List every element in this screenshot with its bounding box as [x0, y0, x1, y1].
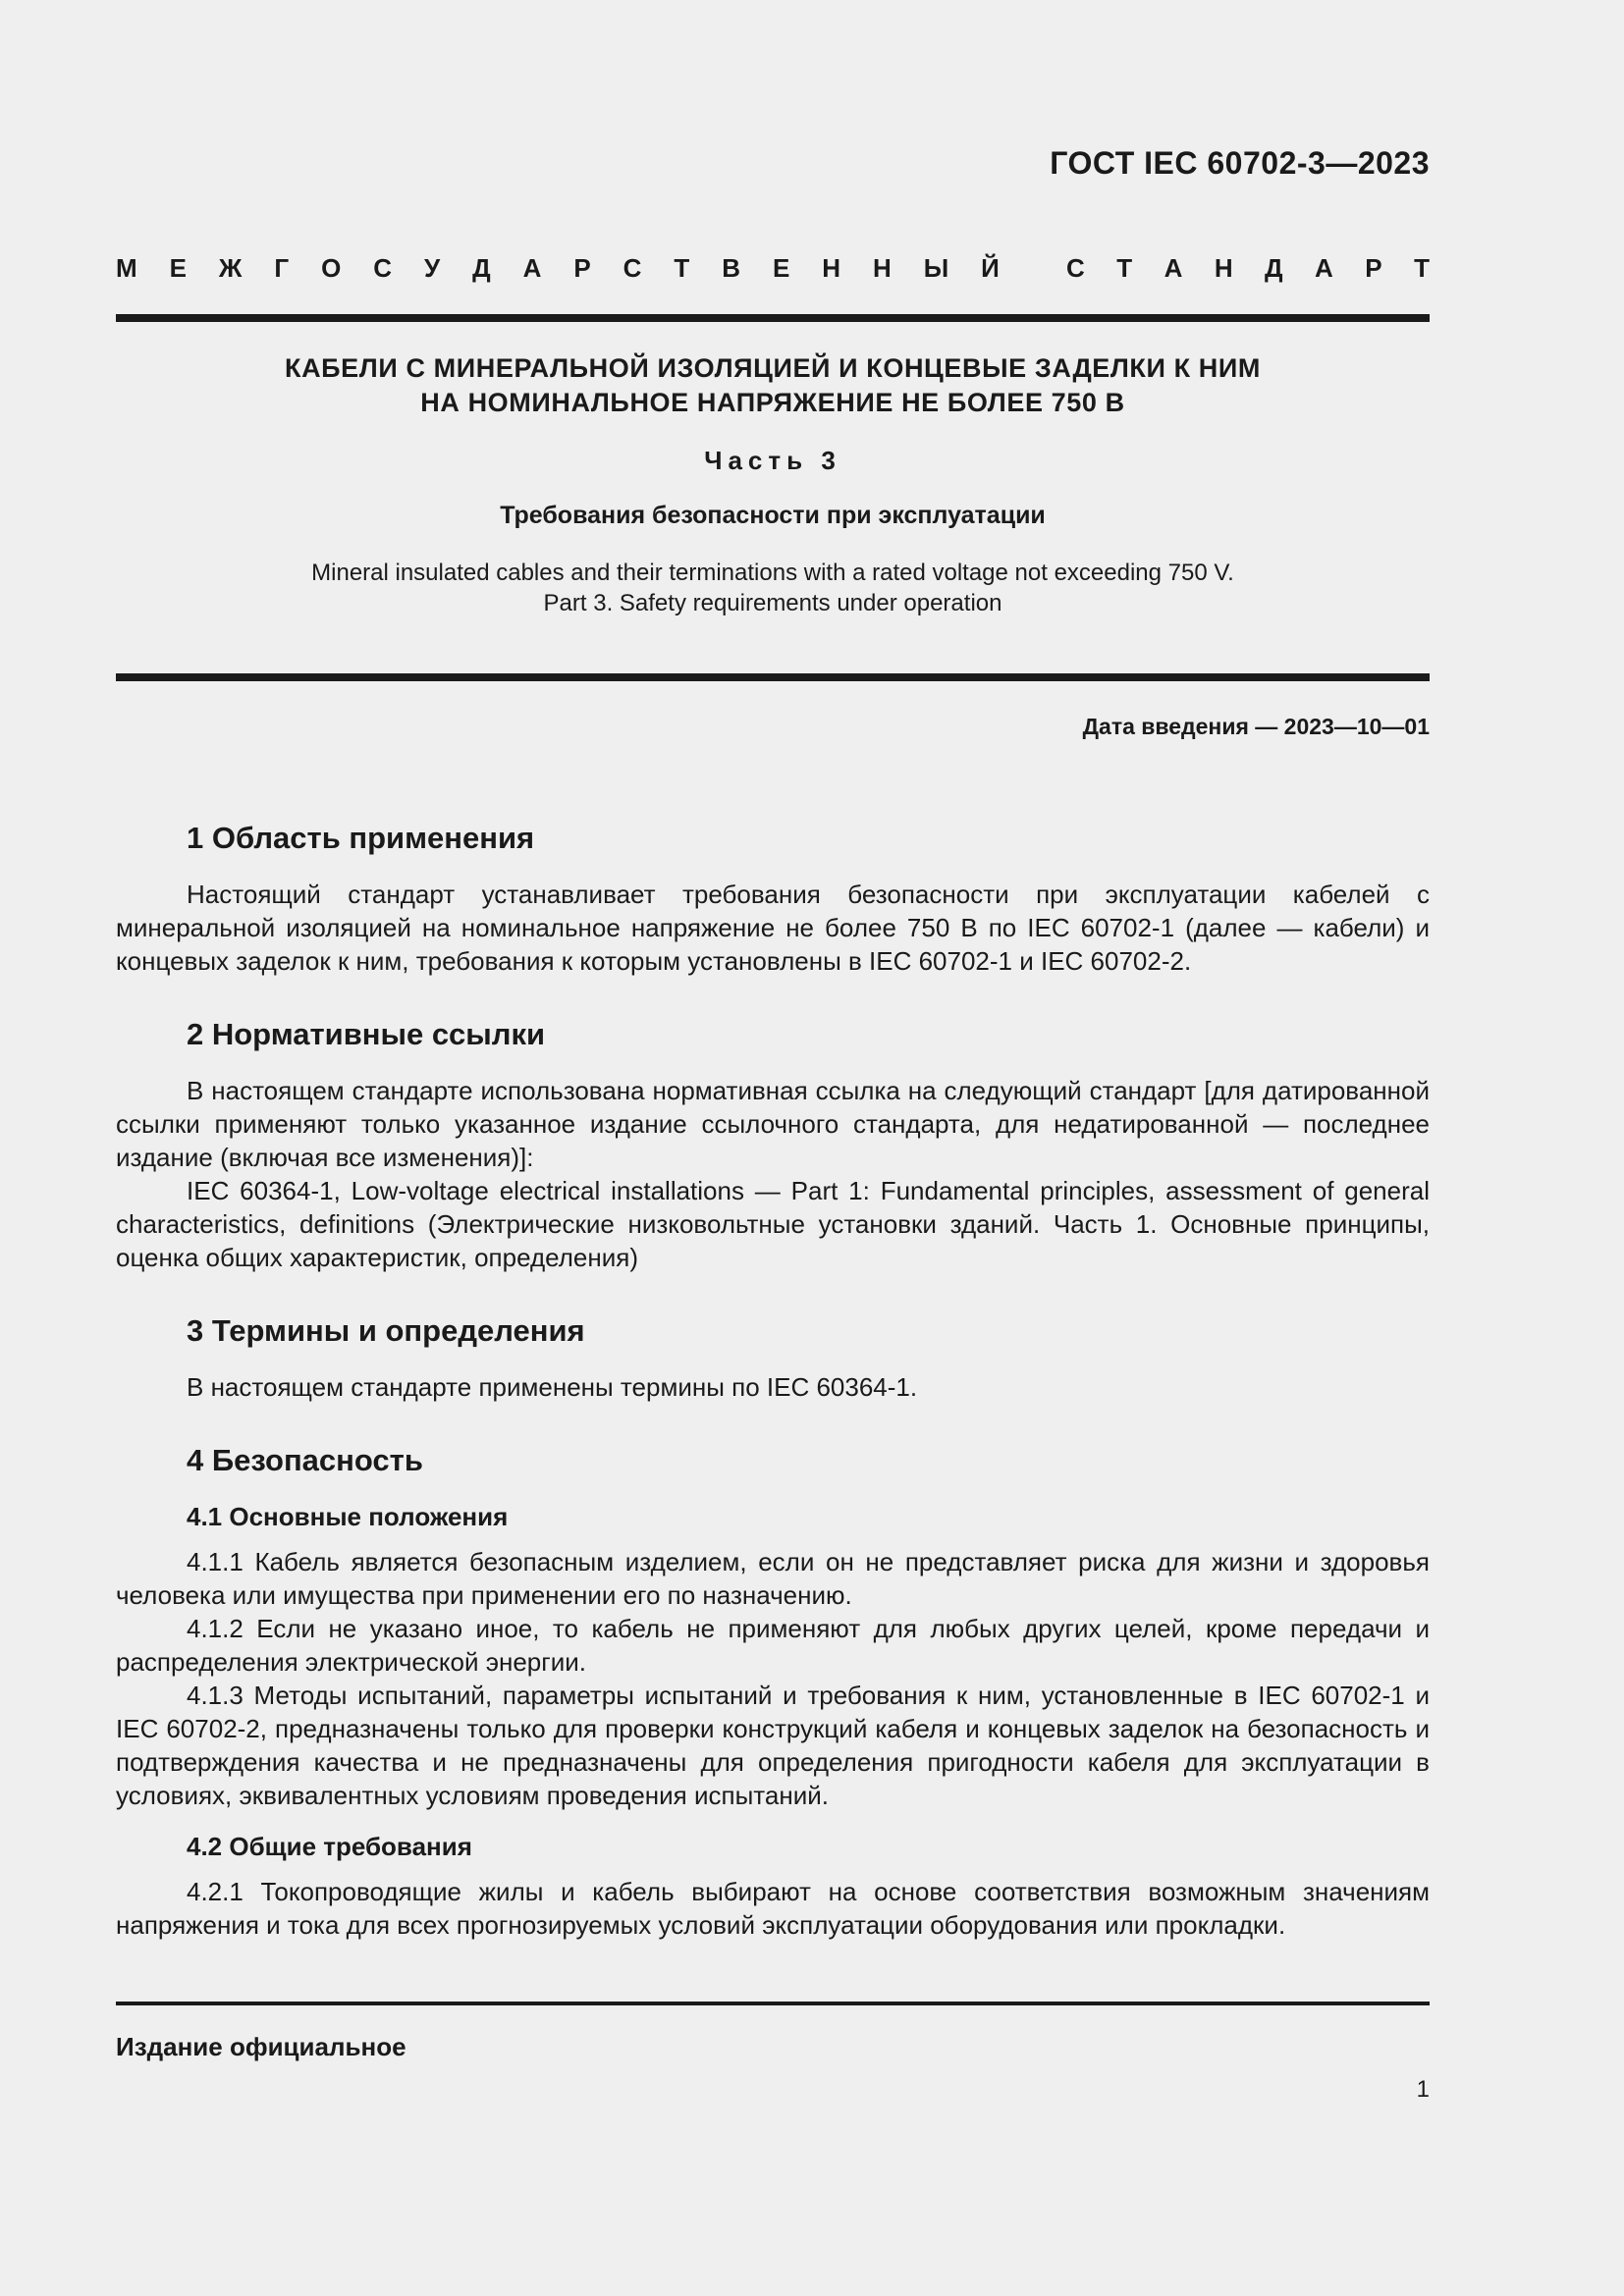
subtitle: Требования безопасности при эксплуатации [500, 502, 1046, 529]
clause-4-2-1: 4.2.1 Токопроводящие жилы и кабель выбирают на основе соответствия возможным значениям напряжения и тока для всех прогнозируемых условий эксплуатации оборудования или прокладки. [116, 1877, 1430, 1940]
document-body [116, 819, 1430, 1942]
section-4-1-heading: 4.1 Основные положения [187, 1502, 509, 1531]
section-2-paragraph-2: IEC 60364-1, Low-voltage electrical installations — Part 1: Fundamental principles, assessment of general characteristics, definitions (Электрические низковольтные установки зданий. Часть 1. Основные принципы, оценка общих характеристик, определения) [116, 1176, 1430, 1272]
section-2-paragraph-1: В настоящем стандарте использована нормативная ссылка на следующий стандарт [для датированной ссылки применяют только указанное издание ссылочного стандарта, для недатированной — последнее издание (включая все изменения)]: [116, 1076, 1430, 1172]
banner-letter: В [722, 253, 741, 283]
banner-letter: Д [472, 253, 491, 283]
clause-4-1-1: 4.1.1 Кабель является безопасным изделием, если он не представляет риска для жизни и здоровья человека или имущества при применении его по назначению. [116, 1547, 1430, 1610]
clause-4-1-3: 4.1.3 Методы испытаний, параметры испытаний и требования к ним, установленные в IEC 60702-1 и IEC 60702-2, предназначены только для проверки конструкций кабеля и концевых заделок на безопасность и подтверждения качества и не предназначены для определения пригодности кабеля для эксплуатации в условиях, эквивалентных условиям проведения испытаний. [116, 1681, 1430, 1810]
banner-letter: Ж [218, 253, 243, 283]
banner-letter: А [1164, 253, 1183, 283]
english-title-line-1: Mineral insulated cables and their terminations with a rated voltage not exceeding 750 V. [311, 560, 1234, 586]
banner-letter: Д [1265, 253, 1283, 283]
banner-letter: Т [1116, 253, 1133, 283]
banner-letter: Й [981, 253, 1000, 283]
banner-letter: С [373, 253, 393, 283]
english-title-line-2: Part 3. Safety requirements under operation [543, 590, 1002, 616]
banner-letter: О [321, 253, 342, 283]
title-divider [116, 673, 1430, 681]
banner-letter: Т [674, 253, 690, 283]
section-4-2-heading: 4.2 Общие требования [187, 1832, 472, 1861]
banner-letter: М [116, 253, 137, 283]
standard-word [1066, 253, 1430, 284]
section-3-paragraph: В настоящем стандарте применены термины по IEC 60364-1. [187, 1372, 918, 1402]
banner-letter: Т [1414, 253, 1430, 283]
banner-letter: Н [1214, 253, 1233, 283]
banner-letter: Р [573, 253, 591, 283]
part-label: Часть 3 [704, 446, 841, 475]
section-2-heading: 2 Нормативные ссылки [187, 1017, 546, 1051]
banner-letter: С [623, 253, 642, 283]
banner-letter: Р [1365, 253, 1382, 283]
banner-letter: Г [274, 253, 290, 283]
banner-letter: Н [822, 253, 841, 283]
banner-letter: Ы [923, 253, 949, 283]
title-block [116, 351, 1430, 618]
section-1-heading: 1 Область применения [187, 821, 535, 855]
page-number: 1 [1416, 2076, 1430, 2103]
banner-letter: Е [772, 253, 790, 283]
interstate-word [116, 253, 1000, 284]
document-page [116, 0, 1430, 2296]
document-code: ГОСТ IEC 60702-3—2023 [1050, 145, 1430, 181]
introduction-date: Дата введения — 2023—10—01 [1082, 714, 1430, 739]
banner-letter: А [522, 253, 542, 283]
banner-letter: С [1066, 253, 1085, 283]
section-3-heading: 3 Термины и определения [187, 1313, 585, 1348]
section-4-heading: 4 Безопасность [187, 1443, 423, 1477]
english-title [116, 558, 1430, 618]
section-1-paragraph: Настоящий стандарт устанавливает требования безопасности при эксплуатации кабелей с минеральной изоляцией на номинальное напряжение не более 750 В по IEC 60702-1 (далее — кабели) и концевых заделок к ним, требования к которым установлены в IEC 60702-1 и IEC 60702-2. [116, 880, 1430, 976]
banner-letter: А [1315, 253, 1333, 283]
top-divider [116, 314, 1430, 322]
banner-letter: У [424, 253, 441, 283]
interstate-standard-banner [116, 253, 1430, 284]
title-line-2: НА НОМИНАЛЬНОЕ НАПРЯЖЕНИЕ НЕ БОЛЕЕ 750 В [420, 388, 1125, 417]
official-edition-label: Издание официальное [116, 2032, 406, 2061]
banner-letter: Е [169, 253, 187, 283]
footer-divider [116, 2002, 1430, 2005]
banner-letter: Н [873, 253, 892, 283]
clause-4-1-2: 4.1.2 Если не указано иное, то кабель не применяют для любых других целей, кроме передачи и распределения электрической энергии. [116, 1614, 1430, 1677]
title-line-1: КАБЕЛИ С МИНЕРАЛЬНОЙ ИЗОЛЯЦИЕЙ И КОНЦЕВЫЕ ЗАДЕЛКИ К НИМ [285, 353, 1261, 383]
